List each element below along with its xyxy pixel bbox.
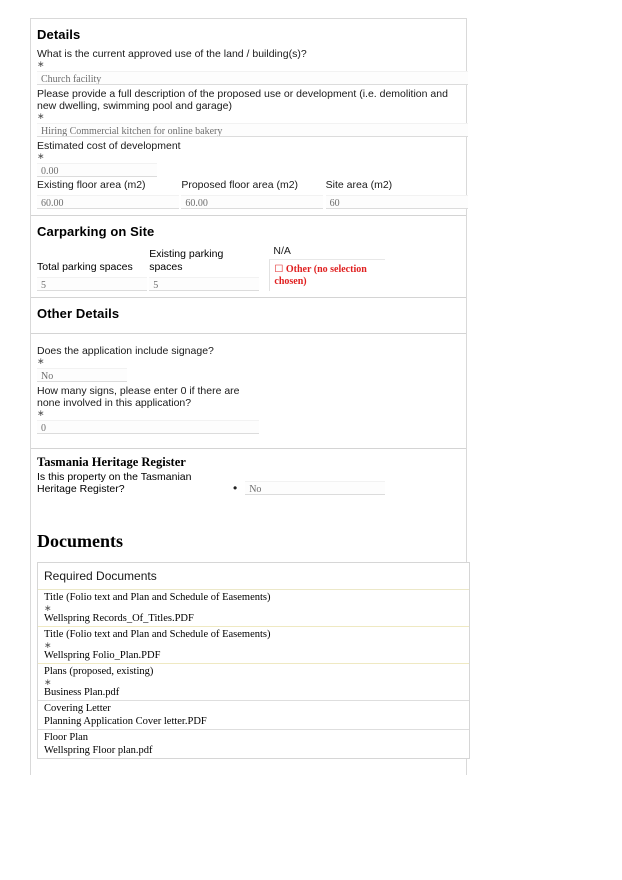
field-total-parking: [35, 261, 147, 291]
heritage-heading: Tasmania Heritage Register: [37, 455, 186, 469]
field-proposed-floor-area: [179, 179, 323, 209]
heritage-answer-wrap: [233, 481, 385, 495]
input-description[interactable]: Hiring Commercial kitchen for online bakery: [37, 123, 468, 137]
field-site-area: [324, 179, 468, 209]
spacer-bottom: [35, 434, 462, 442]
other-details-heading: Other Details: [37, 306, 120, 321]
na-option-box: [269, 259, 385, 291]
details-heading: Details: [37, 27, 81, 42]
checkbox-icon[interactable]: ☐: [274, 264, 284, 275]
required-marker-signs-count: [37, 410, 462, 417]
document-row[interactable]: [38, 730, 469, 758]
input-signs-count[interactable]: 0: [37, 420, 259, 434]
document-type: Covering Letter: [44, 703, 111, 714]
na-column: [269, 245, 468, 291]
section-other-details-body: [31, 334, 466, 449]
label-proposed-floor-area: Proposed floor area (m2): [181, 179, 299, 191]
floor-area-row: [35, 179, 468, 209]
carparking-heading: Carparking on Site: [37, 224, 155, 239]
input-existing-floor-area[interactable]: 60.00: [37, 195, 179, 209]
input-current-use[interactable]: Church facility: [37, 71, 468, 85]
section-carparking: [31, 224, 466, 298]
label-signs-count: How many signs, please enter 0 if there are none involved in this application?: [37, 385, 240, 409]
section-details: [31, 27, 466, 216]
label-na: N/A: [273, 245, 291, 257]
input-heritage-answer[interactable]: No: [245, 481, 385, 495]
label-existing-floor-area: Existing floor area (m2): [37, 179, 146, 191]
planning-application-form: [30, 18, 467, 775]
required-marker-document: [38, 641, 469, 649]
label-site-area: Site area (m2): [325, 179, 393, 191]
document-row[interactable]: [38, 590, 469, 627]
document-type: Title (Folio text and Plan and Schedule of Easements): [44, 629, 271, 640]
input-signage[interactable]: No: [37, 368, 127, 382]
documents-heading: Documents: [37, 531, 123, 551]
spacer-documents: [35, 495, 462, 517]
required-documents-header: Required Documents: [38, 563, 469, 590]
na-other-label: Other (no selection chosen): [274, 264, 367, 287]
na-other-option[interactable]: [274, 264, 383, 288]
section-heritage-documents: [31, 455, 466, 775]
input-existing-parking[interactable]: 5: [149, 277, 259, 291]
section-other-details: [31, 306, 466, 334]
required-marker-document: [38, 678, 469, 686]
required-marker-signage: [37, 358, 462, 365]
document-file[interactable]: Business Plan.pdf: [44, 687, 120, 698]
input-proposed-floor-area[interactable]: 60.00: [181, 195, 323, 209]
document-row[interactable]: [38, 701, 469, 730]
bullet-icon: •: [233, 481, 238, 495]
label-current-use: What is the current approved use of the land / building(s)?: [37, 48, 307, 60]
required-marker-document: [38, 604, 469, 612]
heritage-row: [35, 471, 462, 495]
input-site-area[interactable]: 60: [326, 195, 468, 209]
document-file[interactable]: Wellspring Records_Of_Titles.PDF: [44, 613, 194, 624]
required-marker-estimated-cost: [37, 153, 462, 160]
document-file[interactable]: Wellspring Folio_Plan.PDF: [44, 650, 161, 661]
document-type: Floor Plan: [44, 732, 89, 743]
document-row[interactable]: [38, 664, 469, 701]
label-heritage-question: Is this property on the Tasmanian Heritage Register?: [37, 471, 192, 495]
document-file[interactable]: Wellspring Floor plan.pdf: [44, 745, 153, 756]
required-marker-description: [37, 113, 462, 120]
label-existing-parking: Existing parking spaces: [149, 248, 224, 273]
label-total-parking: Total parking spaces: [37, 261, 133, 273]
field-existing-parking: [147, 248, 259, 291]
required-marker-current-use: [37, 61, 462, 68]
carparking-row: [35, 245, 468, 291]
spacer: [35, 334, 462, 342]
document-file[interactable]: Planning Application Cover letter.PDF: [44, 716, 207, 727]
label-signage: Does the application include signage?: [37, 345, 214, 357]
document-row[interactable]: [38, 627, 469, 664]
label-estimated-cost: Estimated cost of development: [37, 140, 181, 152]
input-estimated-cost[interactable]: 0.00: [37, 163, 157, 177]
field-existing-floor-area: [35, 179, 179, 209]
label-description: Please provide a full description of the proposed use or development (i.e. demolition and new dwelling, swimming pool and garage): [37, 88, 448, 112]
document-type: Plans (proposed, existing): [44, 666, 154, 677]
input-total-parking[interactable]: 5: [37, 277, 147, 291]
required-documents-panel: [37, 562, 470, 759]
document-type: Title (Folio text and Plan and Schedule of Easements): [44, 592, 271, 603]
